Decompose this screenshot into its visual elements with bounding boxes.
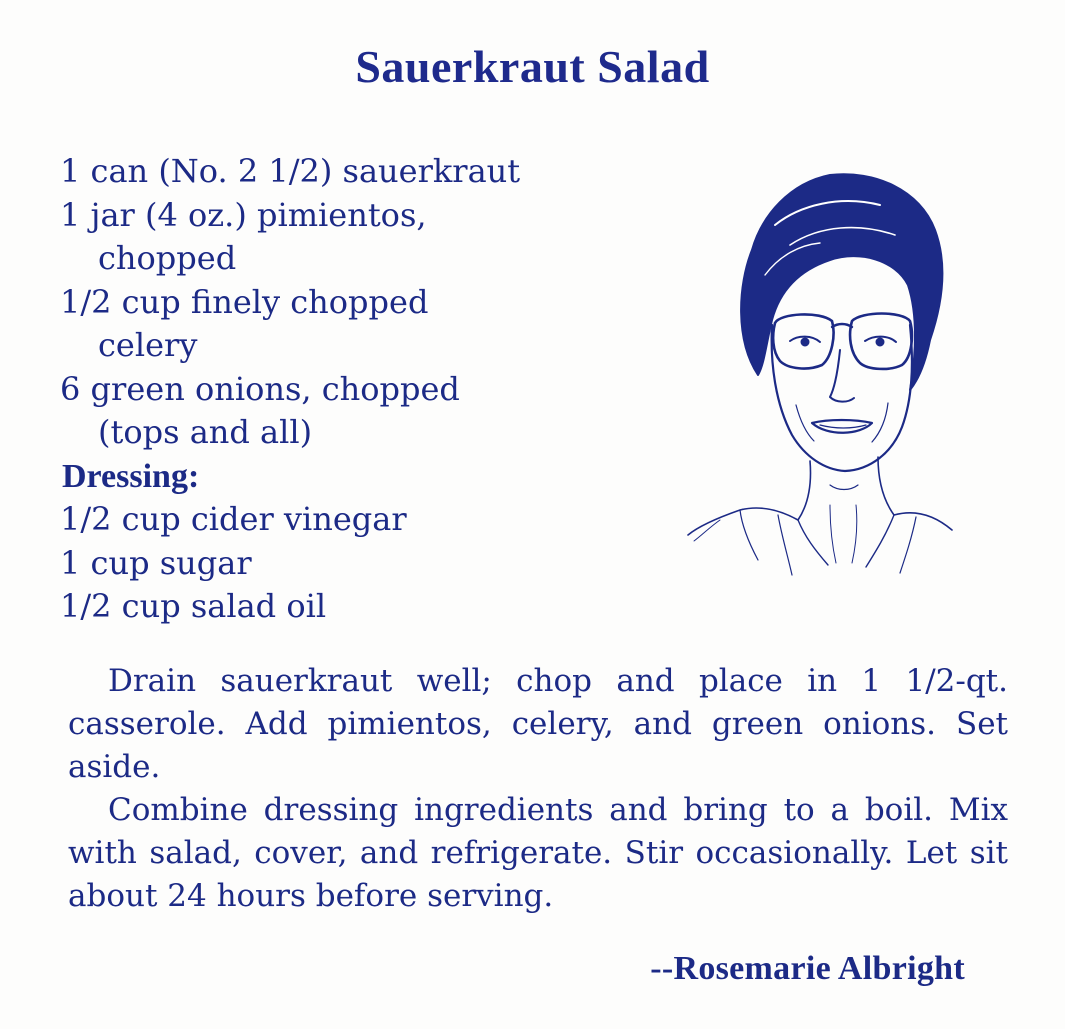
ingredients-list — [60, 150, 520, 629]
dressing-line: 1/2 cup cider vinegar — [60, 500, 407, 538]
ingredient-line: 1/2 cup finely chopped — [60, 282, 429, 321]
face-outline — [772, 325, 912, 471]
contributor-signature: --Rosemarie Albright — [650, 950, 965, 987]
ingredient-line-continued: (tops and all) — [98, 413, 313, 451]
instruction-paragraph: Drain sauerkraut well; chop and place in 1 1/2-qt. casserole. Add pimientos, celery, and green onions. Set aside. — [68, 663, 1008, 785]
ingredient-line: 1 can (No. 2 1/2) sauerkraut — [60, 152, 521, 190]
dressing-line: 1 cup sugar — [60, 543, 252, 582]
instructions — [68, 660, 1008, 918]
dressing-line: 1/2 cup salad oil — [60, 587, 327, 625]
recipe-title: Sauerkraut Salad — [355, 41, 710, 92]
ingredient-line: 1 jar (4 oz.) pimientos, — [60, 195, 427, 234]
ingredient-line: 6 green onions, chopped — [60, 369, 460, 408]
instruction-paragraph: Combine dressing ingredients and bring to a boil. Mix with salad, cover, and refrigerate. Stir occasionally. Let sit about 24 hours before serving. — [68, 792, 1008, 914]
ingredient-line-continued: celery — [98, 326, 198, 364]
dressing-heading: Dressing: — [62, 457, 200, 495]
ingredient-line-continued: chopped — [98, 239, 237, 277]
contributor-portrait-illustration — [680, 165, 960, 585]
